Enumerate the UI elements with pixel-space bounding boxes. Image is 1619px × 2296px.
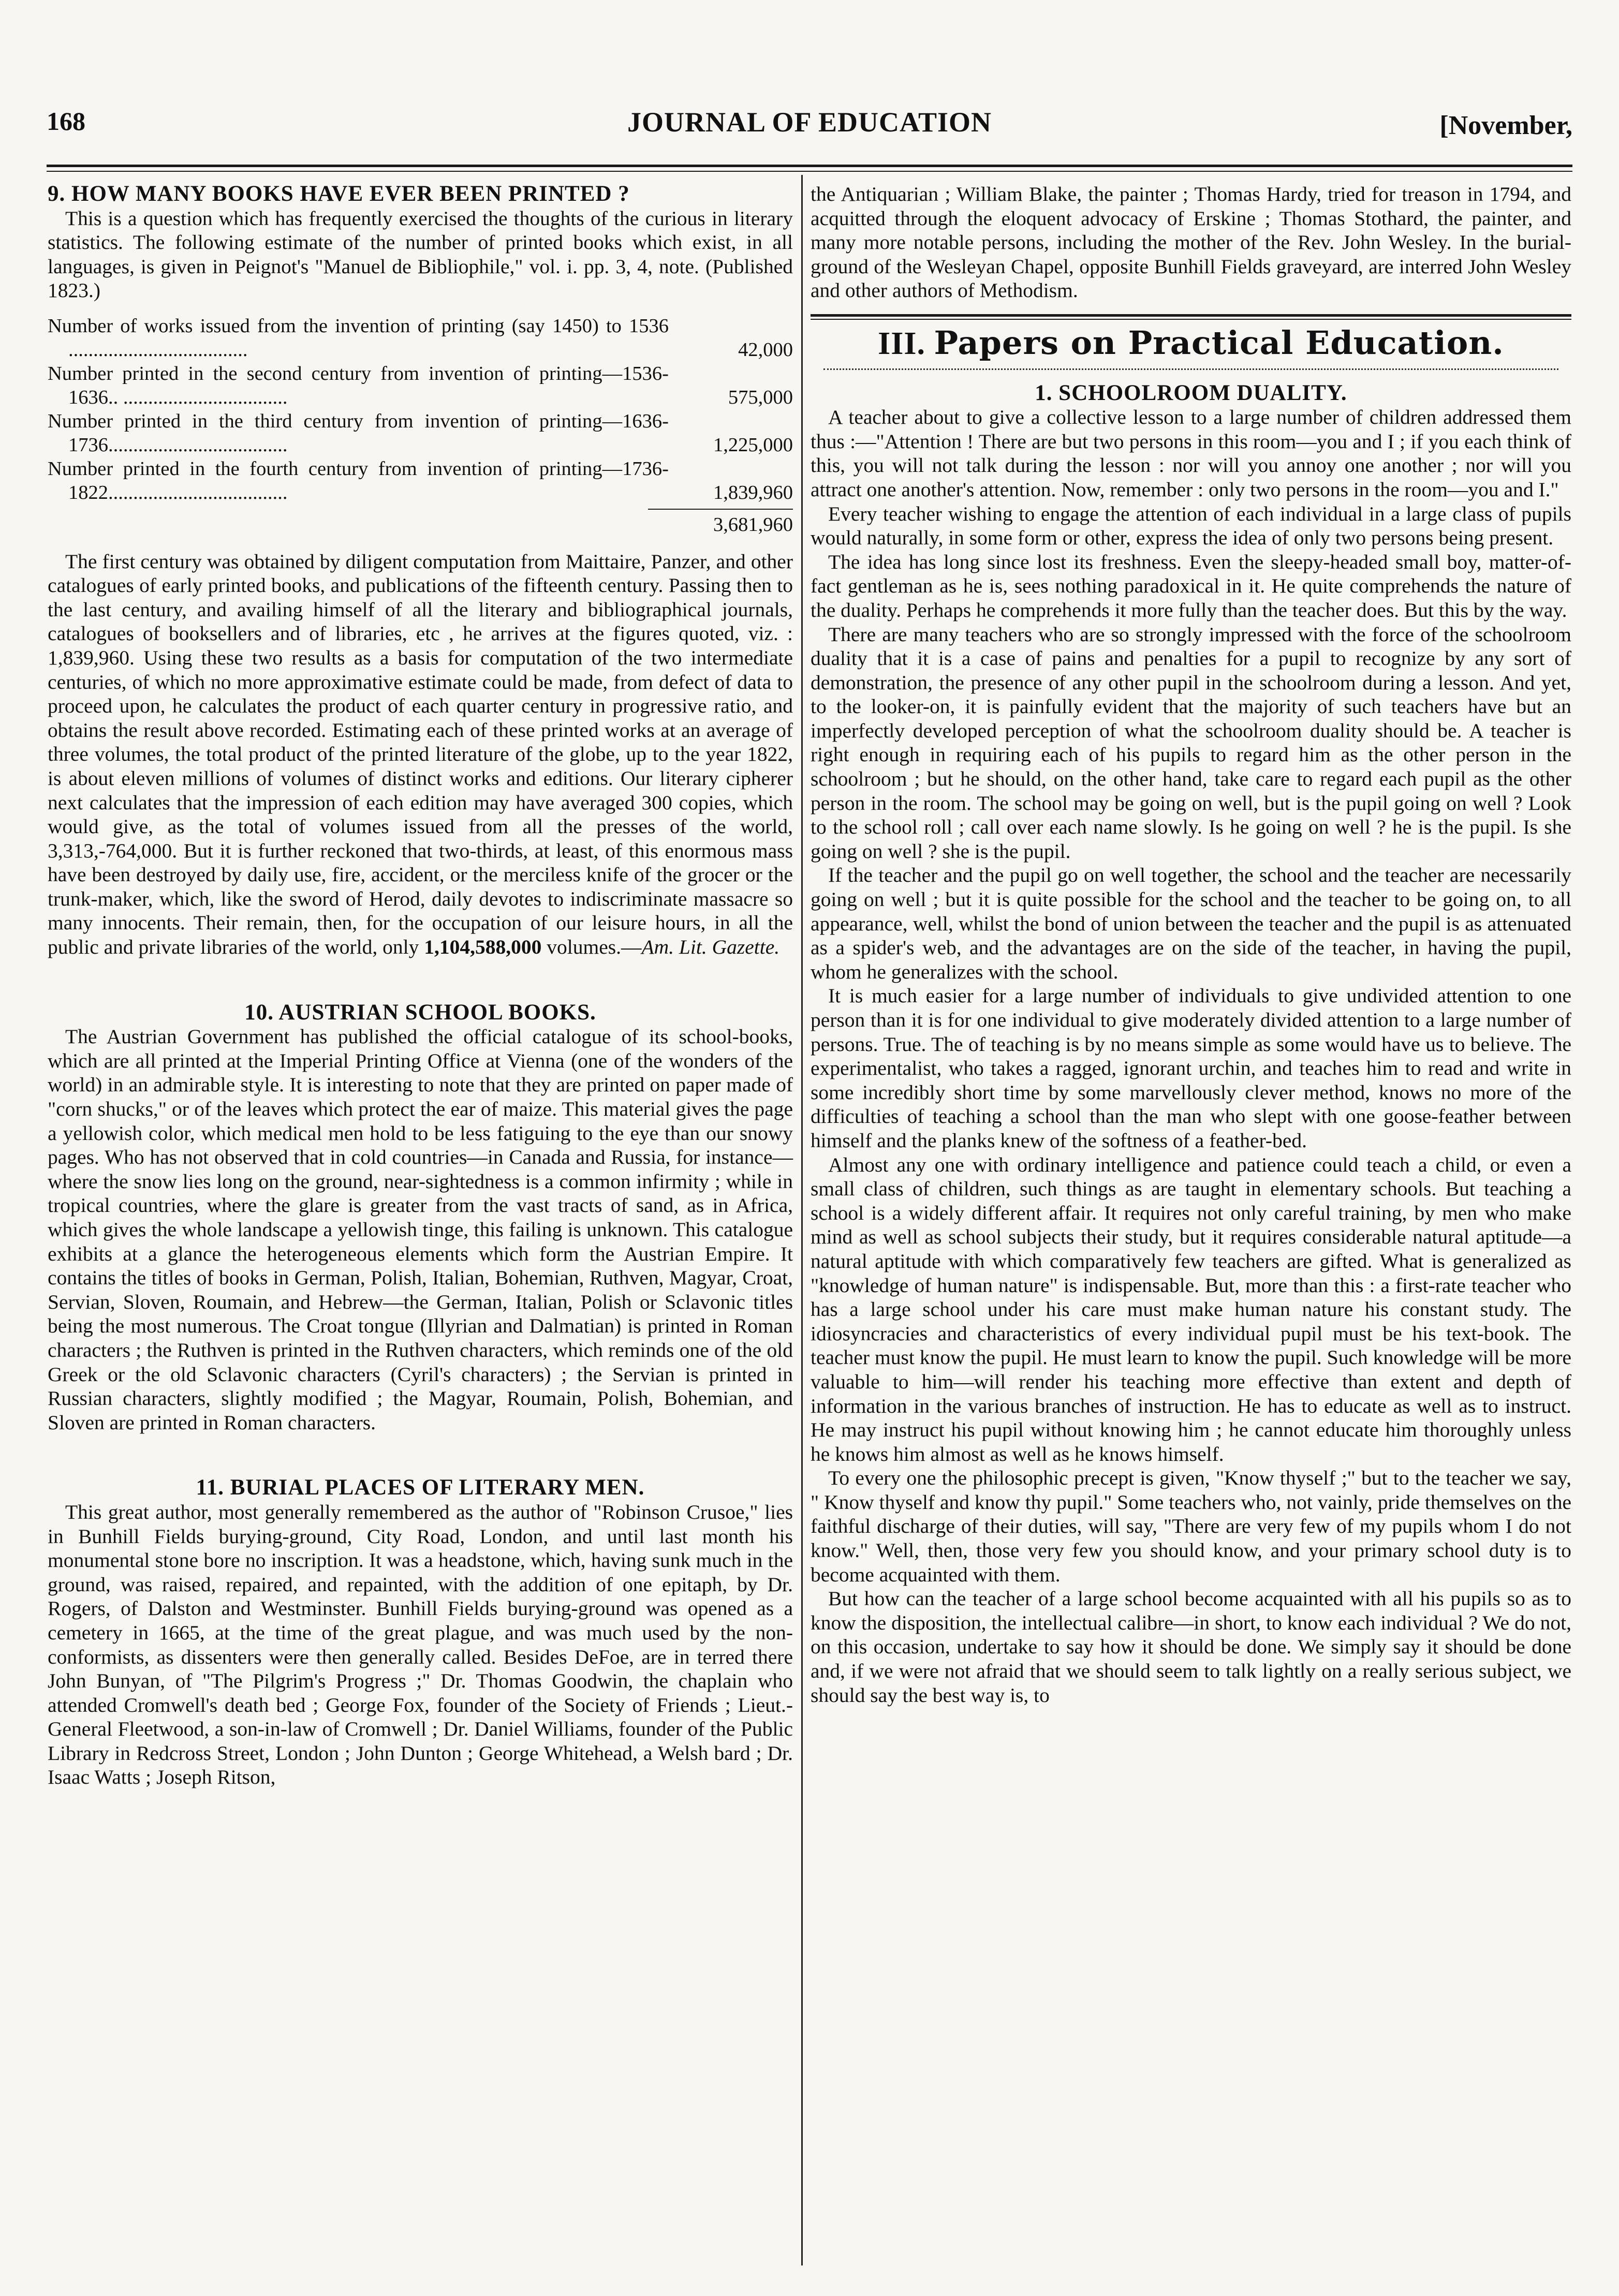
running-header [47,106,1572,147]
stat-row [48,457,793,505]
right-column [811,182,1571,1707]
section-10-body: The Austrian Government has published the official catalogue of its school-books, which are all printed at the Imperial Printing Office at Vienna (one of the wonders of the world) in an admirable style. It is interesting to note that they are printed on paper made of "corn shucks," or of the leaves which protect the ear of maize. This material gives the page a yellowish color, which medical men hold to be less fatiguing to the eye than our snowy pages. Who has not observed that in cold countries—in Canada and Russia, for instance—where the snow lies long on the ground, near-sightedness is a common infirmity ; while in tropical countries, where the glare is greater from the vast tracts of sand, as in Africa, which gives the whole landscape a yellowish tinge, this failing is unknown. This catalogue exhibits at a glance the heterogeneous elements which form the Austrian Empire. It contains the titles of books in German, Polish, Italian, Bohemian, Ruthven, Magyar, Croat, Servian, Sloven, Roumain, and Hebrew—the German, Italian, Polish or Sclavonic titles being the most numerous. The Croat tongue (Illyrian and Dalmatian) is printed in Roman characters ; the Ruthven is printed in the Ruthven characters, which reminds one of the old Greek or the old Sclavonic characters (Cyril's characters) ; the Servian is printed in Russian characters, slightly modified ; the Magyar, Roumain, Polish, Bohemian, and Sloven are printed in Roman characters. [48,1025,793,1434]
schoolroom-duality-title: 1. SCHOOLROOM DUALITY. [1035,380,1347,405]
header-rule [47,165,1572,167]
part-number: III. [878,325,925,361]
paragraph: If the teacher and the pupil go on well together, the school and the teacher are necessarily going on well ; but it is quite possible for the school and the teacher to be going on, to all appearance, well, whilst the bond of union between the teacher and the pupil is as attenuated as a spider's web, and the advantages are on the side of the teacher, in having the pupil, whom he generalizes with the school. [811,864,1571,983]
stat-row [48,314,793,362]
paragraph: It is much easier for a large number of individuals to give undivided attention to one person than it is for one individual to give moderately divided attention to a large number of persons. True. The of teaching is by no means simple as some would have us to believe. The experimentalist, who takes a ragged, ignorant urchin, and teaches him to read and write in some incredibly short time by some marvellously clever method, knows no more of the difficulties of teaching a school than the man who slept with one goose-feather between himself and the planks knew of the softness of a feather-bed. [811,984,1571,1152]
header-rule-thin [47,171,1572,172]
part-name: Papers on Practical Education. [934,323,1504,362]
section-9-title: 9. HOW MANY BOOKS HAVE EVER BEEN PRINTED ? [48,182,630,206]
stat-label: Number of works issued from the invention of printing (say 1450) to 1536 .................................... [48,315,669,361]
part-rule-thin [811,319,1571,320]
printing-statistics [48,314,793,537]
section-9-intro: This is a question which has frequently exercised the thoughts of the curious in literary statistics. The following estimate of the number of printed books which exist, in all languages, is given in Peignot's "Manuel de Bibliophile," vol. i. pp. 3, 4, note. (Published 1823.) [48,206,793,302]
header-month: [November, [1439,111,1572,140]
section-9-body [48,550,793,959]
stat-total: 3,681,960 [648,509,793,537]
journal-title: JOURNAL OF EDUCATION [627,107,992,138]
paragraph: There are many teachers who are so strongly impressed with the force of the schoolroom duality that it is a case of pains and penalties for a pupil to recognize by any sort of demonstration, the presence of any other pupil in the schoolroom during a lesson. And yet, to the looker-on, it is painfully evident that the majority of such teachers have but an imperfectly developed perception of what the schoolroom duality should be. A teacher is right enough in requiring each of his pupils to regard him as the other person in the schoolroom ; but he should, on the other hand, take care to regard each pupil as the other person in the room. The school may be going on well, but is the pupil going on well ? Look to the school roll ; call over each name slowly. Is he going on well ? he is the pupil. Is she going on well ? she is the pupil. [811,623,1571,863]
section-10-title: 10. AUSTRIAN SCHOOL BOOKS. [244,1000,596,1025]
section-9-body-text: The first century was obtained by diligent computation from Maittaire, Panzer, and other catalogues of early printed books, and publications of the fifteenth century. Passing then to the last century, and availing himself of all the literary and bibliographical journals, catalogues of booksellers and of libraries, etc , he arrives at the figures quoted, viz. : 1,839,960. Using these two results as a basis for computation of the two intermediate centuries, of which no more approximative estimate could be made, from defect of data to proceed upon, he calculates the product of each quarter century in progressive ratio, and obtains the result above recorded. Estimating each of these printed works at an average of three volumes, the total product of the printed literature of the globe, up to the year 1822, is about eleven millions of volumes of distinct works and editions. Our literary cipherer next calculates that the impression of each edition may have averaged 300 copies, which would give, as the total of volumes issued from all the presses of the world, 3,313,-764,000. But it is further reckoned that two-thirds, at least, of this enormous mass have been destroyed by daily use, fire, accident, or the merciless knife of the grocer or the trunk-maker, which, like the sword of Herod, daily devotes to indiscriminate massacre so many innocents. Their remain, then, for the occupation of our leisure hours, in all the public and private libraries of the world, only [48,550,793,959]
part-rule [811,314,1571,317]
section-9-body-end: volumes.— [547,936,642,959]
stat-label: Number printed in the second century from invention of printing—1536-1636.. ................................. [48,362,669,408]
paragraph: The idea has long since lost its freshness. Even the sleepy-headed small boy, matter-of-fact gentleman as he is, sees nothing paradoxical in it. He quite comprehends the nature of the duality. Perhaps he comprehends it more fully than the teacher does. But this by the way. [811,550,1571,621]
paragraph: Almost any one with ordinary intelligence and patience could teach a child, or even a small class of children, such things as are taught in elementary schools. But teaching a school is a widely different affair. It requires not only careful training, by men who make mind as well as school subjects their study, but it requires considerable natural aptitude—a natural aptitude with which comparatively few teachers are gifted. What is generalized as "knowledge of human nature" is indispensable. But, more than this : a first-rate teacher who has a large school under his care must make human nature his constant study. The idiosyncracies and characteristics of every individual pupil must be his text-book. The teacher must know the pupil. He must learn to know the pupil. Such knowledge will be more valuable to him—will render his teaching more effective than extent and depth of information in the various branches of instruction. He has to educate as well as to instruct. He may instruct his pupil without knowing him ; he cannot educate him thoroughly unless he knows him almost as well as he knows himself. [811,1153,1571,1465]
paragraph: To every one the philosophic precept is given, "Know thyself ;" but to the teacher we say, " Know thyself and know thy pupil." Some teachers who, not vainly, pride themselves on the faithful discharge of their duties, will say, "There are very few of my pupils whom I do not know." Well, then, those very few you should know, and your primary school duty is to become acquainted with them. [811,1467,1571,1586]
section-9-source: Am. Lit. Gazette. [641,936,780,959]
stat-value: 575,000 [728,386,793,408]
ornamental-rule [823,363,1558,370]
section-11-title: 11. BURIAL PLACES OF LITERARY MEN. [196,1475,645,1500]
paragraph: A teacher about to give a collective lesson to a large number of children addressed them thus :—"Attention ! There are but two persons in this room—you and I ; if you each think of this, you will not talk during the lesson : nor will you annoy one another ; nor will you attract one another's attention. Now, remember : only two persons in the room—you and I." [811,406,1571,501]
column-divider [801,175,803,2265]
left-column [48,182,793,1789]
stat-value: 42,000 [738,338,793,361]
section-11-body: This great author, most generally remembered as the author of "Robinson Crusoe," lies in Bunhill Fields burying-ground, City Road, London, and until last month his monumental stone bore no inscription. It was a headstone, which, having sunk much in the ground, was raised, repaired, and repainted, with the addition of one epitaph, by Dr. Rogers, of Dalston and Westminster. Bunhill Fields burying-ground was opened as a cemetery in 1665, at the time of the great plague, and was much used by the non-conformists, as dissenters were then generally called. Besides DeFoe, are in terred there John Bunyan, of "The Pilgrim's Progress ;" Dr. Thomas Goodwin, the chaplain who attended Cromwell's death bed ; George Fox, founder of the Society of Friends ; Lieut.-General Fleetwood, a son-in-law of Cromwell ; Dr. Daniel Williams, founder of the Public Library in Redcross Street, London ; John Dunton ; George Whitehead, a Welsh bard ; Dr. Isaac Watts ; Joseph Ritson, [48,1500,793,1789]
page-number: 168 [47,107,85,136]
paragraph: But how can the teacher of a large school become acquainted with all his pupils so as to know the disposition, the intellectual calibre—in short, to know each individual ? We do not, on this occasion, undertake to say how it should be done. We simply say it should be done and, if we were not afraid that we should seem to talk lightly on a really serious subject, we should say the best way is, to [811,1587,1571,1707]
stat-row [48,362,793,409]
paragraph: Every teacher wishing to engage the attention of each individual in a large class of pupils would naturally, in some form or other, express the idea of only two persons being present. [811,502,1571,550]
stat-label: Number printed in the fourth century from invention of printing—1736-1822.................................... [48,457,669,503]
stat-value: 1,839,960 [713,481,793,503]
burial-continuation: the Antiquarian ; William Blake, the painter ; Thomas Hardy, tried for treason in 1794, and acquitted through the eloquent advocacy of Erskine ; Thomas Stothard, the painter, and many more notable persons, including the mother of the Rev. John Wesley. In the burial-ground of the Wesleyan Chapel, opposite Bunhill Fields graveyard, are interred John Wesley and other authors of Methodism. [811,183,1571,302]
stat-row [48,409,793,457]
stat-label: Number printed in the third century from invention of printing—1636-1736.................................... [48,410,669,456]
part-title [811,323,1571,362]
stat-value: 1,225,000 [713,434,793,456]
section-9-total-volumes: 1,104,588,000 [424,936,542,959]
